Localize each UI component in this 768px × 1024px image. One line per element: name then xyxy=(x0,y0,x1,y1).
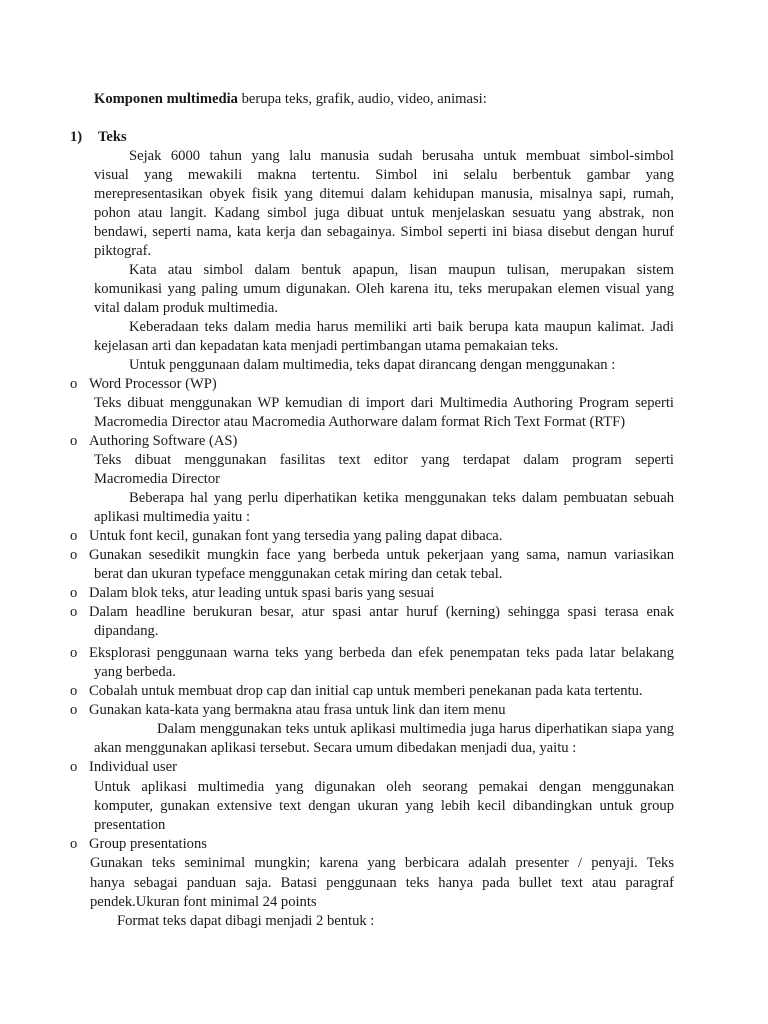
bullet-heading: Word Processor (WP) xyxy=(89,376,217,392)
bullet-text: Dalam headline berukuran besar, atur spasi antar huruf (kerning) sehingga spasi terasa enak xyxy=(89,604,674,620)
body-line: Kata atau simbol dalam bentuk apapun, lisan maupun tulisan, merupakan sistem xyxy=(129,262,674,278)
bullet-marker: o xyxy=(70,702,78,718)
bullet-marker: o xyxy=(70,585,78,601)
body-line: hanya sebagai panduan saja. Batasi penggunaan teks hanya pada bullet text atau paragraf xyxy=(90,875,674,891)
bullet-text: Untuk font kecil, gunakan font yang tersedia yang paling dapat dibaca. xyxy=(89,528,503,544)
bullet-marker: o xyxy=(70,547,78,563)
intro-line xyxy=(94,90,487,109)
bullet-marker: o xyxy=(70,433,78,449)
body-line: kejelasan arti dan kepadatan kata menjadi pertimbangan utama pemakaian teks. xyxy=(94,338,559,354)
bullet-heading: Group presentations xyxy=(89,836,207,852)
body-line: Gunakan teks seminimal mungkin; karena yang berbicara adalah presenter / penyaji. Teks xyxy=(90,855,674,871)
body-line: Format teks dapat dibagi menjadi 2 bentuk : xyxy=(117,913,375,929)
bullet-marker: o xyxy=(70,645,78,661)
body-line: merepresentasikan obyek fisik yang ditemui dalam kehidupan manusia, misalnya sapi, rumah, xyxy=(94,186,674,202)
section-number: 1) xyxy=(70,129,83,145)
intro-bold: Komponen multimedia xyxy=(94,91,238,107)
body-line: pendek.Ukuran font minimal 24 points xyxy=(90,894,317,910)
bullet-text: Gunakan sesedikit mungkin face yang berbeda untuk pekerjaan yang sama, namun variasikan xyxy=(89,547,674,563)
bullet-text: Dalam blok teks, atur leading untuk spasi baris yang sesuai xyxy=(89,585,435,601)
section-title: Teks xyxy=(98,129,127,145)
body-line: Teks dibuat menggunakan WP kemudian di import dari Multimedia Authoring Program seperti xyxy=(94,395,674,411)
body-line: Dalam menggunakan teks untuk aplikasi multimedia juga harus diperhatikan siapa yang xyxy=(157,721,674,737)
body-line: Keberadaan teks dalam media harus memiliki arti baik berupa kata maupun kalimat. Jadi xyxy=(129,319,674,335)
bullet-marker: o xyxy=(70,376,78,392)
body-line: piktograf. xyxy=(94,243,152,259)
bullet-marker: o xyxy=(70,759,78,775)
bullet-text: Eksplorasi penggunaan warna teks yang berbeda dan efek penempatan teks pada latar belakang xyxy=(89,645,674,661)
bullet-text: dipandang. xyxy=(94,623,159,639)
body-line: visual yang mewakili makna tertentu. Simbol ini selalu berbentuk gambar yang xyxy=(94,167,674,183)
bullet-marker: o xyxy=(70,836,78,852)
bullet-marker: o xyxy=(70,604,78,620)
bullet-text: Gunakan kata-kata yang bermakna atau frasa untuk link dan item menu xyxy=(89,702,506,718)
body-line: pohon atau langit. Kadang simbol juga dibuat untuk menjelaskan sesuatu yang abstrak, non xyxy=(94,205,674,221)
bullet-text: yang berbeda. xyxy=(94,664,176,680)
body-line: komunikasi yang paling umum digunakan. Oleh karena itu, teks merupakan elemen visual yang xyxy=(94,281,674,297)
bullet-marker: o xyxy=(70,683,78,699)
body-line: vital dalam produk multimedia. xyxy=(94,300,279,316)
bullet-marker: o xyxy=(70,528,78,544)
bullet-heading: Individual user xyxy=(89,759,177,775)
body-line: Sejak 6000 tahun yang lalu manusia sudah berusaha untuk membuat simbol-simbol xyxy=(129,148,674,164)
body-line: akan menggunakan aplikasi tersebut. Secara umum dibedakan menjadi dua, yaitu : xyxy=(94,740,577,756)
body-line: Macromedia Director atau Macromedia Authorware dalam format Rich Text Format (RTF) xyxy=(94,414,626,430)
body-line: presentation xyxy=(94,817,166,833)
bullet-text: berat dan ukuran typeface menggunakan cetak miring dan cetak tebal. xyxy=(94,566,503,582)
body-line: Untuk penggunaan dalam multimedia, teks dapat dirancang dengan menggunakan : xyxy=(129,357,616,373)
bullet-text: Cobalah untuk membuat drop cap dan initial cap untuk memberi penekanan pada kata tertentu. xyxy=(89,683,643,699)
body-line: Beberapa hal yang perlu diperhatikan ketika menggunakan teks dalam pembuatan sebuah xyxy=(129,490,674,506)
body-line: Macromedia Director xyxy=(94,471,221,487)
body-line: Teks dibuat menggunakan fasilitas text editor yang terdapat dalam program seperti xyxy=(94,452,674,468)
body-line: aplikasi multimedia yaitu : xyxy=(94,509,251,525)
body-line: komputer, gunakan extensive text dengan ukuran yang lebih kecil dibandingkan untuk group xyxy=(94,798,674,814)
intro-rest: berupa teks, grafik, audio, video, animasi: xyxy=(237,91,487,107)
body-line: Untuk aplikasi multimedia yang digunakan oleh seorang pemakai dengan menggunakan xyxy=(94,779,674,795)
body-line: bendawi, seperti nama, kata kerja dan sebagainya. Simbol seperti ini biasa disebut dengan huruf xyxy=(94,224,674,240)
bullet-heading: Authoring Software (AS) xyxy=(89,433,238,449)
